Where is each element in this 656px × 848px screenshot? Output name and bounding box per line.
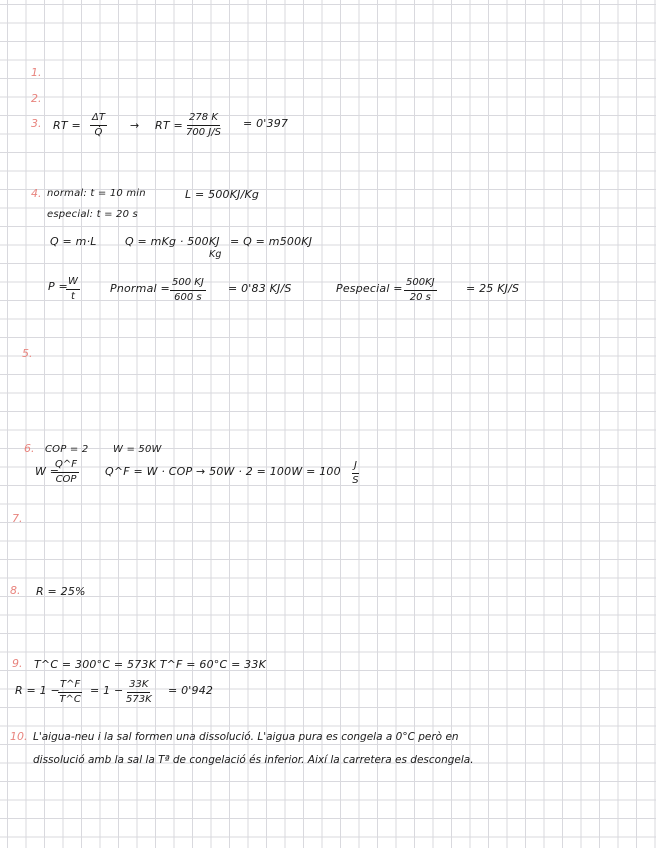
q3-arrow: → <box>130 119 140 132</box>
q4-pnormal-den: 600 s <box>174 292 202 303</box>
q6-w-label: W = <box>35 465 60 478</box>
q6-cop: COP = 2 <box>45 444 89 455</box>
q4-pespecial-den: 20 s <box>409 292 431 303</box>
q9-value-fraction <box>126 680 152 705</box>
q4-q-mkg: Q = mKg · 500KJ <box>125 235 220 248</box>
question-number-7: 7. <box>12 512 23 525</box>
q3-fraction-delta <box>90 113 107 138</box>
q4-pnormal-label: Pnormal = <box>110 282 170 295</box>
q6-j: J <box>352 461 359 474</box>
q4-pespecial-num: 500KJ <box>404 278 437 291</box>
question-number-6: 6. <box>24 442 35 455</box>
question-number-1: 1. <box>31 66 42 79</box>
q9-33k: 33K <box>127 680 150 693</box>
q3-delta-t: ΔT <box>90 113 107 126</box>
q9-573k: 573K <box>126 694 152 705</box>
q9-r-label: R = 1 − <box>15 684 60 697</box>
q6-js-fraction <box>352 461 359 486</box>
q4-pnormal-num: 500 KJ <box>170 278 206 291</box>
q6-cop-den: COP <box>55 474 77 485</box>
q4-normal-time: normal: t = 10 min <box>47 188 146 199</box>
q9-t-fraction <box>58 680 82 705</box>
q4-pespecial-fraction <box>404 278 437 303</box>
q3-700js: 700 J/S <box>186 127 221 138</box>
q4-t: t <box>70 291 75 302</box>
q9-temperatures: T^C = 300°C = 573K T^F = 60°C = 33K <box>34 658 266 671</box>
q9-result: = 0'942 <box>168 684 214 697</box>
q3-fraction-values <box>186 113 221 138</box>
question-number-2: 2. <box>31 92 42 105</box>
q4-kg-denominator: Kg <box>209 249 222 260</box>
q6-w-fraction <box>53 460 79 485</box>
q4-pespecial-result: = 25 KJ/S <box>466 282 520 295</box>
q9-tc: T^C <box>59 694 81 705</box>
q3-278k: 278 K <box>187 113 220 126</box>
q3-rt-label-2: RT = <box>155 119 183 132</box>
q4-w: W <box>66 277 80 290</box>
question-number-10: 10. <box>10 730 28 743</box>
q4-power-label: P = <box>48 280 68 293</box>
q4-pespecial-label: Pespecial = <box>336 282 403 295</box>
q6-w: W = 50W <box>113 444 162 455</box>
q3-q-dot: Q̇ <box>94 127 103 138</box>
q3-rt-label: RT = <box>53 119 81 132</box>
q4-power-fraction <box>66 277 80 302</box>
q4-q-result: = Q = m500KJ <box>230 235 313 248</box>
question-number-8: 8. <box>10 584 21 597</box>
q4-pnormal-fraction <box>170 278 206 303</box>
q6-qf-calc: Q^F = W · COP → 50W · 2 = 100W = 100 <box>105 465 341 478</box>
q3-result: = 0'397 <box>243 117 289 130</box>
question-number-4: 4. <box>31 187 42 200</box>
q4-especial-time: especial: t = 20 s <box>47 209 138 220</box>
question-number-5: 5. <box>22 347 33 360</box>
q10-line-1: L'aigua-neu i la sal formen una dissolució. L'aigua pura es congela a 0°C però en <box>33 731 459 743</box>
question-number-3: 3. <box>31 117 42 130</box>
q9-mid: = 1 − <box>90 684 124 697</box>
q8-efficiency: R = 25% <box>36 585 86 598</box>
q4-latent-heat: L = 500KJ/Kg <box>185 188 260 201</box>
q4-pnormal-result: = 0'83 KJ/S <box>228 282 292 295</box>
q6-s: S <box>352 475 359 486</box>
q10-line-2: dissolució amb la sal la Tª de congelació és inferior. Així la carretera es descongela. <box>33 754 474 766</box>
q6-qf: Q^F <box>53 460 79 473</box>
q9-tf: T^F <box>58 680 82 693</box>
question-number-9: 9. <box>12 657 23 670</box>
q4-q-formula: Q = m·L <box>50 235 97 248</box>
